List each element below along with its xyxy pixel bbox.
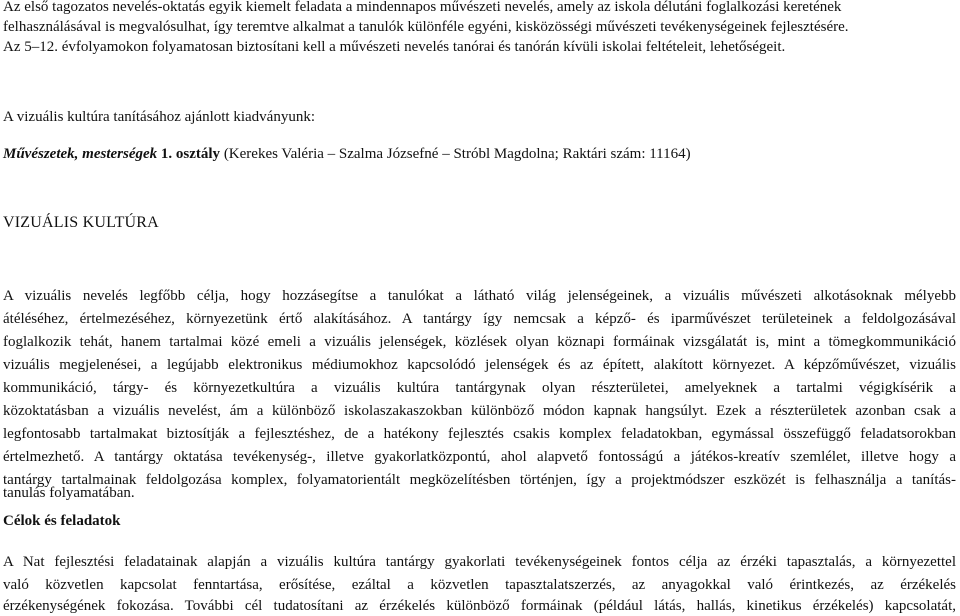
intro-line-1: Az első tagozatos nevelés-oktatás egyik kiemelt feladata a mindennapos művészeti nevelés, amely az iskola délutáni foglalkozási keretének bbox=[3, 0, 842, 15]
goals-line-3: érzékenységének fokozása. További cél tudatosítani az érzékelés különböző formáinak (például látás, hallás, kinetikus érzékelés) kapcsolatát, bbox=[3, 598, 956, 614]
intro-line-2: felhasználásával is megvalósulhat, így teremtve alkalmat a tanulók különféle egyéni, kisközösségi művészeti tevékenységeinek fejlesztésére. bbox=[3, 19, 849, 35]
intro-line-3: Az 5–12. évfolyamokon folyamatosan biztosítani kell a művészeti nevelés tanórai és tanórán kívüli iskolai feltételeit, lehetőségeit. bbox=[3, 39, 786, 55]
section-title: VIZUÁLIS KULTÚRA bbox=[3, 214, 159, 231]
recommendation-book bbox=[3, 144, 691, 164]
body-line-4: vizuális megjelenései, a legújabb elektronikus médiumokhoz kapcsolódó jelenségek és az épített, alakított környezet. A képzőművészet, vizuális bbox=[3, 357, 956, 373]
body-line-8: értelmezhető. A tantárgy oktatása tevékenység-, illetve gyakorlatközpontú, ahol alapvető fontosságú a játékos-kreatív szemlélet, illetve hogy a bbox=[3, 449, 956, 465]
goals-heading: Célok és feladatok bbox=[3, 513, 121, 529]
book-grade: 1. osztály bbox=[160, 146, 221, 162]
body-line-6: közoktatásban a vizuális nevelést, ám a különböző iskolaszakaszokban különböző módon kapnak hangsúlyt. Ezek a részterületek azonban csak a bbox=[3, 403, 956, 419]
body-line-1: A vizuális nevelés legfőbb célja, hogy hozzásegítse a tanulókat a látható világ jelenségeinek, a vizuális művészeti alkotásoknak mélyebb bbox=[3, 288, 956, 304]
body-line-7: legfontosabb tartalmakat biztosítják a fejlesztéshez, de a hatékony fejlesztés csakis komplex feladatokban, egymással összefüggő feladatsorokban bbox=[3, 426, 956, 442]
body-line-5: kommunikáció, tárgy- és környezetkultúra a vizuális kultúra tantárgynak olyan részterületei, amelyeknek a tartalmi végigkísérik a bbox=[3, 380, 956, 396]
goals-line-1: A Nat fejlesztési feladatainak alapján a vizuális kultúra tantárgy gyakorlati tevékenységeinek fontos célja az érzéki tapasztalás, a környezettel bbox=[3, 554, 956, 570]
book-details: (Kerekes Valéria – Szalma Józsefné – Stróbl Magdolna; Raktári szám: 11164) bbox=[220, 146, 691, 162]
body-line-2: átéléséhez, értelmezéséhez, környezetünk értő alakításához. A tantárgy így nemcsak a képző- és iparművészet területeinek a feldolgozásával bbox=[3, 311, 956, 327]
goals-line-2: való közvetlen kapcsolat fenntartása, erősítése, ezáltal a közvetlen tapasztalatszerzés, az anyagokkal való érintkezés, az érzékelés bbox=[3, 577, 956, 593]
recommendation-lead: A vizuális kultúra tanításához ajánlott kiadványunk: bbox=[3, 109, 316, 125]
body-line-10: tanulás folyamatában. bbox=[3, 485, 135, 501]
body-line-9: tantárgy tartalmainak feldolgozása komplex, folyamatorientált megközelítésben történjen, így a projektmódszer eszközét is felhasználja a tanítás- bbox=[3, 472, 956, 488]
body-line-3: foglalkozik tehát, hanem tartalmai közé emeli a vizuális jelenségek, közlések olyan köznapi formáinak vizsgálatát is, mint a tömegkommunikáció bbox=[3, 334, 956, 350]
book-title: Művészetek, mesterségek bbox=[3, 146, 158, 162]
